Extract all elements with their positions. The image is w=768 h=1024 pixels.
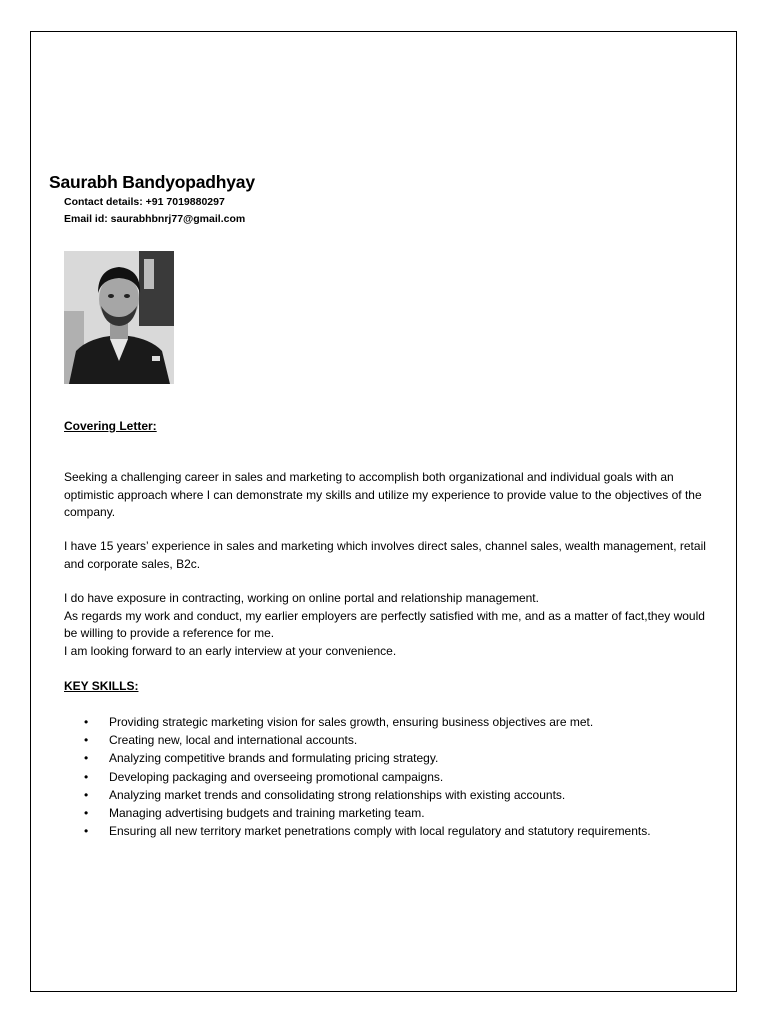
cover-paragraph-3 bbox=[64, 590, 714, 660]
list-item: • Managing advertising budgets and training marketing team. bbox=[64, 804, 724, 822]
candidate-name: Saurabh Bandyopadhyay bbox=[49, 172, 255, 192]
cover-paragraph-3-line: I am looking forward to an early interview at your convenience. bbox=[64, 643, 397, 658]
cover-paragraph-2-text: I have 15 years’ experience in sales and marketing which involves direct sales, channel sales, wealth management, retail and corporate sales, B2c. bbox=[64, 539, 706, 571]
cover-paragraph-1-text: Seeking a challenging career in sales and marketing to accomplish both organizational and individual goals with an optimistic approach where I can demonstrate my skills and utilize my experience to provide value to the objectives of the company. bbox=[64, 470, 702, 519]
contact-details: Contact details: +91 7019880297 bbox=[64, 196, 225, 208]
list-item: • Analyzing market trends and consolidating strong relationships with existing accounts. bbox=[64, 786, 724, 804]
resume-page bbox=[30, 31, 737, 992]
profile-photo bbox=[64, 251, 174, 384]
person-portrait-icon bbox=[64, 251, 174, 384]
cover-paragraph-3-line: I do have exposure in contracting, working on online portal and relationship management. bbox=[64, 591, 539, 605]
list-item: • Analyzing competitive brands and formulating pricing strategy. bbox=[64, 749, 724, 767]
email-id: Email id: saurabhbnrj77@gmail.com bbox=[64, 213, 246, 225]
cover-paragraph-3-line: As regards my work and conduct, my earlier employers are perfectly satisfied with me, and as a matter of fact,they would be willing to provide a reference for me. bbox=[64, 608, 705, 640]
list-item: • Creating new, local and international accounts. bbox=[64, 731, 724, 749]
covering-letter-heading: Covering Letter: bbox=[64, 419, 157, 433]
list-item: • Ensuring all new territory market penetrations comply with local regulatory and statutory requirements. bbox=[64, 822, 724, 840]
cover-paragraph-2 bbox=[64, 538, 714, 573]
key-skills-heading: KEY SKILLS: bbox=[64, 679, 139, 693]
list-item: • Providing strategic marketing vision for sales growth, ensuring business objectives are met. bbox=[64, 713, 724, 731]
cover-paragraph-1 bbox=[64, 469, 714, 522]
list-item: • Developing packaging and overseeing promotional campaigns. bbox=[64, 768, 724, 786]
key-skills-list bbox=[64, 713, 724, 840]
